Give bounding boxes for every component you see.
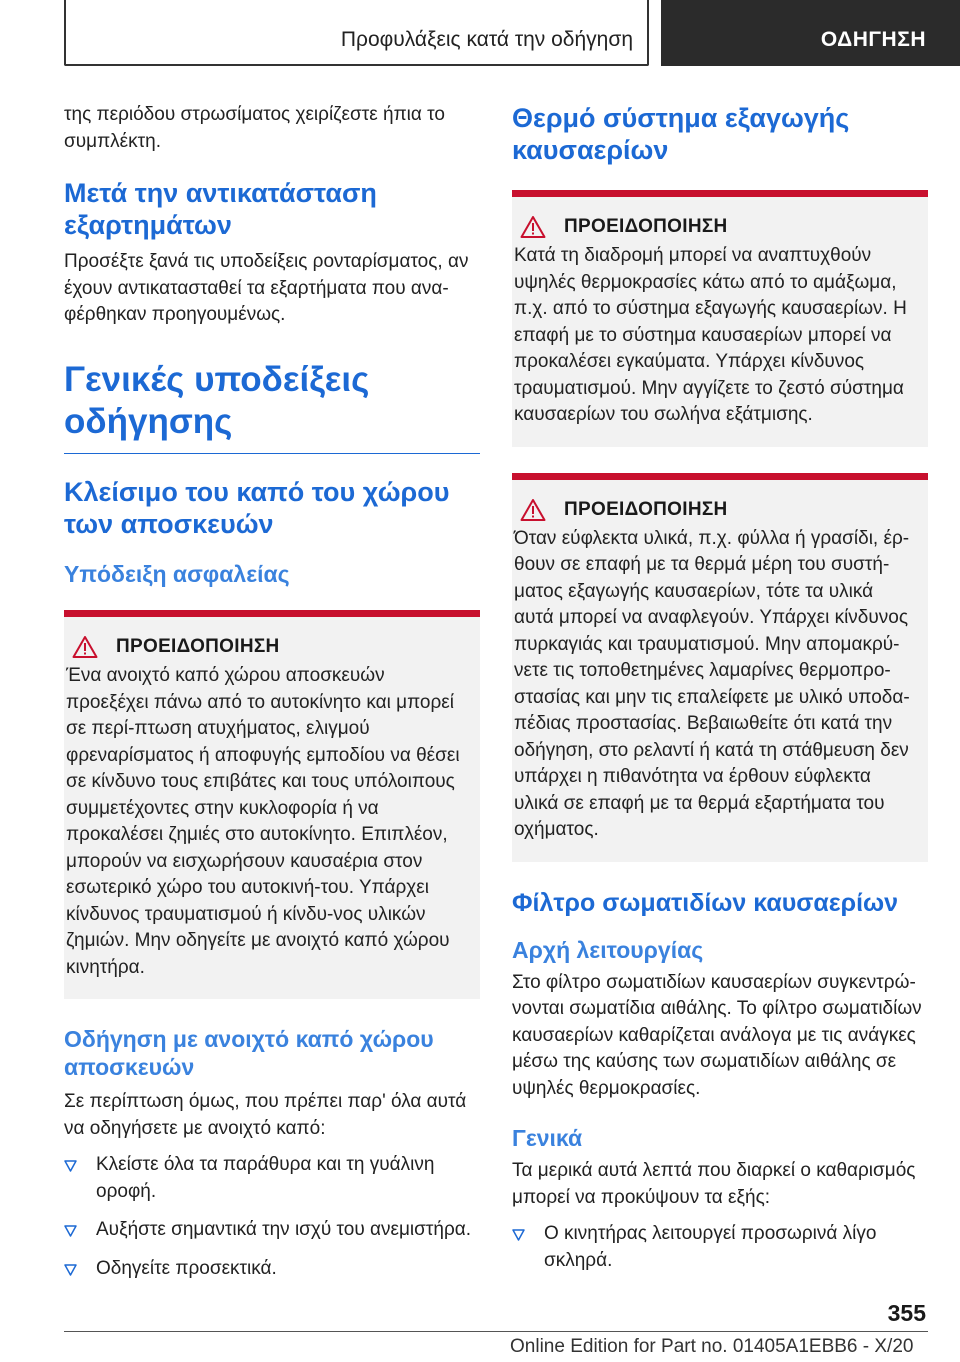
trunk-warning-box [64, 610, 480, 999]
open-trunk-paragraph: Σε περίπτωση όμως, που πρέπει παρ' όλα αυτά να οδηγήσετε με ανοιχτό καπό: [64, 1091, 467, 1139]
open-trunk-list [64, 1152, 480, 1282]
general-paragraph: Τα μερικά αυτά λεπτά που διαρκεί ο καθαρισμός μπορεί να προκύψουν τα εξής: [512, 1160, 916, 1208]
warning-bar [64, 610, 480, 617]
warning-text: Ένα ανοιχτό καπό χώρου αποσκευών προεξέχει πάνω από το αυτοκίνητο και μπορεί σε περί-πτωση ατυχήματος, ελιγμού φρεναρίσματος ή αποφυγής εμποδίου να θέσει σε κίνδυνο τους επιβάτες και τους υπόλοιπους συμμετέχοντες στην κυκλοφορία ή να προκαλέσει ζημιές στο αυτοκίνητο. Επιπλέον, μπορούν να εισχωρήσουν καυσαέρια στον εσωτερικό χώρο του αυτοκινή-του. Υπάρχει κίνδυνος τραυματισμού ή κίνδυ-νος υλικών ζημιών. Μην οδηγείτε με ανοιχτό καπό χώρου κινητήρα. [66, 665, 460, 978]
particle-filter-heading: Φίλτρο σωματιδίων καυσαερίων [512, 888, 899, 917]
warning-triangle-icon [520, 215, 546, 239]
warning-label: ΠΡΟΕΙΔΟΠΟΙΗΣΗ [116, 636, 280, 657]
page-number: 355 [887, 1300, 926, 1326]
chapter-title: ΟΔΗΓΗΣΗ [820, 28, 926, 51]
flammable-warning-box [512, 473, 928, 862]
warning-label: ΠΡΟΕΙΔΟΠΟΙΗΣΗ [564, 498, 728, 520]
list-item: Ο κινητήρας λειτουργεί προσωρινά λίγο σκληρά. [512, 1221, 928, 1274]
exhaust-warning-box [512, 190, 928, 447]
warning-text: Όταν εύφλεκτα υλικά, π.χ. φύλλα ή γρασίδι, έρ-θουν σε επαφή με τα θερμά μέρη του συστή-ματος εξαγωγής καυσαερίων, τότε τα υλικά αυτά μπορεί να αναφλεγούν. Υπάρχει κίνδυνος πυρκαγιάς και τραυματισμού. Μην απομακρύ-νετε τις τοποθετημένες λαμαρίνες θερμοπρο-στασίας και μην τις επαλείφετε με υλικό υποδα-πέδιας προστασίας. Βεβαιωθείτε ότι κατά την οδήγηση, στο ρελαντί ή κατά τη στάθμευση δεν υπάρχει η πιθανότητα να έρθουν εύφλεκτα υλικά σε επαφή με τα θερμά εξαρτήματα του οχήματος. [514, 527, 910, 840]
principle-heading: Αρχή λειτουργίας [512, 936, 704, 963]
section-title: Προφυλάξεις κατά την οδήγηση [340, 28, 633, 51]
triangle-bullet-icon [64, 1264, 77, 1276]
general-heading: Γενικά [512, 1125, 583, 1151]
list-item: Κλείστε όλα τα παράθυρα και τη γυάλινη οροφή. [64, 1152, 480, 1205]
intro-paragraph: της περιόδου στρωσίματος χειρίζεστε ήπια το συμπλέκτη. [64, 104, 445, 152]
general-list [512, 1221, 928, 1274]
list-item: Οδηγείτε προσεκτικά. [64, 1256, 480, 1283]
warning-text: Κατά τη διαδρομή μπορεί να αναπτυχθούν υψηλές θερμοκρασίες κάτω από το αμάξωμα, π.χ. από το σύστημα εξαγωγής καυσαερίων. Η επαφή με το σύστημα καυσαερίων μπορεί να προκαλέσει εγκαύματα. Υπάρχει κίνδυνος τραυματισμού. Μην αγγίζετε το ζεστό σύστημα καυσαερίων του σωλήνα εξάτμισης. [514, 245, 907, 425]
principle-paragraph: Στο φίλτρο σωματιδίων καυσαερίων συγκεντρώ-νονται σωματίδια αιθάλης. Το φίλτρο σωματιδίων καυσαερίων καθαρίζεται ανάλογα με τις ανάγκες μέσω της καύσης των σωματιδίων αιθάλης σε υψηλές θερμοκρασίες. [512, 971, 922, 1099]
page-header [64, 0, 960, 66]
triangle-bullet-icon [512, 1229, 525, 1241]
general-driving-heading: Γενικές υποδείξεις οδήγησης [64, 359, 370, 441]
after-parts-paragraph: Προσέξτε ξανά τις υποδείξεις ρονταρίσματος, αν έχουν αντικατασταθεί τα εξαρτήματα που ανα-φέρθηκαν προηγουμένως. [64, 251, 469, 325]
section-tab [64, 0, 649, 66]
after-parts-heading: Μετά την αντικατάσταση εξαρτημάτων [64, 178, 377, 240]
footer-rule [64, 1331, 928, 1332]
chapter-tab [661, 0, 960, 66]
warning-triangle-icon [520, 498, 546, 522]
left-column [64, 102, 480, 1294]
triangle-bullet-icon [64, 1225, 77, 1237]
warning-label: ΠΡΟΕΙΔΟΠΟΙΗΣΗ [564, 216, 728, 237]
heading-rule [64, 453, 480, 455]
warning-triangle-icon [72, 635, 98, 659]
safety-heading: Υπόδειξη ασφαλείας [64, 561, 290, 587]
exhaust-heading: Θερμό σύστημα εξαγωγής καυσαερίων [512, 103, 850, 165]
open-trunk-heading: Οδήγηση με ανοιχτό καπό χώρου αποσκευών [64, 1026, 434, 1080]
triangle-bullet-icon [64, 1160, 77, 1172]
warning-bar [512, 473, 928, 480]
trunk-heading: Κλείσιμο του καπό του χώρου των αποσκευών [64, 477, 450, 539]
warning-bar [512, 190, 928, 197]
right-column [512, 102, 928, 1286]
edition-text: Online Edition for Part no. 01405A1EBB6 - X/20 [510, 1336, 914, 1357]
list-item: Αυξήστε σημαντικά την ισχύ του ανεμιστήρα. [64, 1217, 480, 1244]
